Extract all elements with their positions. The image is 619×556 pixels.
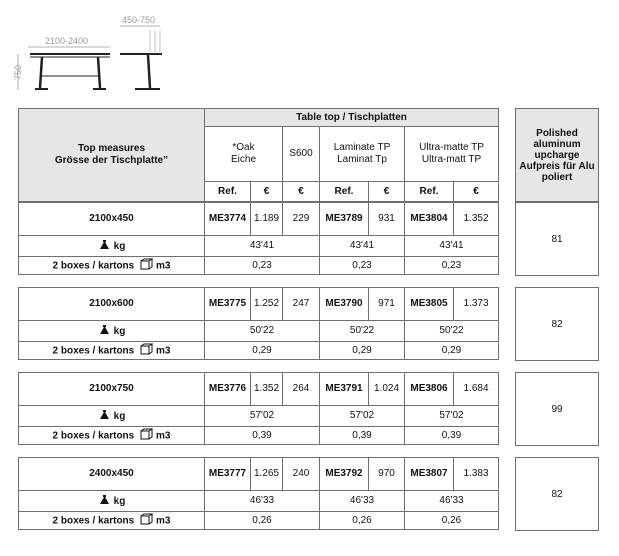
oak-price: 1.252	[251, 288, 283, 321]
laminate-price: 970	[369, 458, 405, 491]
oak-weight: 57'02	[205, 406, 320, 427]
s600-price: 240	[283, 458, 320, 491]
oak-volume: 0,39	[205, 427, 320, 445]
size-label: 2400x450	[19, 458, 205, 491]
laminate-volume: 0,39	[320, 427, 405, 445]
laminate-ref: ME3792	[320, 458, 369, 491]
size-block-table	[18, 372, 499, 445]
box-icon	[140, 513, 153, 529]
oak-ref: ME3774	[205, 203, 251, 236]
table-dimension-drawing	[0, 0, 200, 100]
euro-header: €	[454, 182, 499, 202]
finish-oak-header: *Oak Eiche	[205, 127, 283, 182]
ultra-matte-volume: 0,26	[405, 512, 499, 530]
depth-dimension-label: 450-750	[122, 15, 156, 25]
weight-icon	[98, 239, 111, 254]
size-label: 2100x450	[19, 203, 205, 236]
weight-icon	[98, 494, 111, 509]
laminate-weight: 43'41	[320, 236, 405, 257]
ref-header: Ref.	[320, 182, 369, 202]
weight-row-label: kg	[19, 236, 205, 257]
size-block-table	[18, 202, 499, 275]
size-label: 2100x750	[19, 373, 205, 406]
euro-header: €	[251, 182, 283, 202]
ref-header: Ref.	[205, 182, 251, 202]
ultra-matte-price: 1.383	[454, 458, 499, 491]
volume-row-label: 2 boxes / kartons m3	[19, 427, 205, 445]
laminate-ref: ME3790	[320, 288, 369, 321]
table-side-view	[120, 15, 162, 89]
volume-row-label: 2 boxes / kartons m3	[19, 257, 205, 275]
top-measures-header: Top measures Grösse der Tischplatte”	[19, 109, 205, 202]
width-dimension-label: 2100-2400	[45, 36, 89, 46]
ultra-matte-volume: 0,23	[405, 257, 499, 275]
ref-header: Ref.	[405, 182, 454, 202]
volume-row-label: 2 boxes / kartons m3	[19, 512, 205, 530]
box-icon	[140, 428, 153, 444]
alu-upcharge-header: Polished aluminum upcharge Aufpreis für Alu poliert	[515, 108, 599, 202]
finish-laminate-header: Laminate TP Laminat Tp	[320, 127, 405, 182]
laminate-weight: 46'33	[320, 491, 405, 512]
laminate-volume: 0,26	[320, 512, 405, 530]
ultra-matte-volume: 0,39	[405, 427, 499, 445]
table-front-view	[13, 36, 110, 90]
euro-header: €	[283, 182, 320, 202]
ultra-matte-price: 1.352	[454, 203, 499, 236]
weight-row-label: kg	[19, 406, 205, 427]
oak-volume: 0,23	[205, 257, 320, 275]
ultra-matte-price: 1.373	[454, 288, 499, 321]
laminate-price: 931	[369, 203, 405, 236]
size-block-table	[18, 457, 499, 530]
oak-price: 1.189	[251, 203, 283, 236]
oak-weight: 46'33	[205, 491, 320, 512]
size-block-table	[18, 287, 499, 360]
ultra-matte-price: 1.684	[454, 373, 499, 406]
finish-s600-header: S600	[283, 127, 320, 182]
ultra-matte-weight: 50'22	[405, 321, 499, 342]
laminate-price: 1.024	[369, 373, 405, 406]
finish-ultra-matte-header: Ultra-matte TP Ultra-matt TP	[405, 127, 499, 182]
oak-ref: ME3776	[205, 373, 251, 406]
ultra-matte-weight: 46'33	[405, 491, 499, 512]
s600-price: 229	[283, 203, 320, 236]
laminate-volume: 0,29	[320, 342, 405, 360]
box-icon	[140, 343, 153, 359]
weight-icon	[98, 409, 111, 424]
laminate-volume: 0,23	[320, 257, 405, 275]
ultra-matte-ref: ME3805	[405, 288, 454, 321]
ultra-matte-weight: 43'41	[405, 236, 499, 257]
oak-weight: 43'41	[205, 236, 320, 257]
s600-price: 264	[283, 373, 320, 406]
euro-header: €	[369, 182, 405, 202]
oak-ref: ME3777	[205, 458, 251, 491]
alu-upcharge-value: 99	[515, 372, 599, 446]
table-top-header: Table top / Tischplatten	[205, 109, 499, 127]
oak-volume: 0,26	[205, 512, 320, 530]
oak-weight: 50'22	[205, 321, 320, 342]
ultra-matte-ref: ME3807	[405, 458, 454, 491]
height-dimension-label: 750	[13, 64, 23, 80]
laminate-weight: 50'22	[320, 321, 405, 342]
laminate-ref: ME3791	[320, 373, 369, 406]
header-table	[18, 108, 499, 202]
ultra-matte-weight: 57'02	[405, 406, 499, 427]
alu-upcharge-value: 82	[515, 457, 599, 531]
ultra-matte-volume: 0,29	[405, 342, 499, 360]
alu-upcharge-value: 81	[515, 202, 599, 276]
oak-volume: 0,29	[205, 342, 320, 360]
volume-row-label: 2 boxes / kartons m3	[19, 342, 205, 360]
ultra-matte-ref: ME3806	[405, 373, 454, 406]
alu-upcharge-value: 82	[515, 287, 599, 361]
weight-row-label: kg	[19, 321, 205, 342]
s600-price: 247	[283, 288, 320, 321]
weight-icon	[98, 324, 111, 339]
oak-price: 1.352	[251, 373, 283, 406]
laminate-price: 971	[369, 288, 405, 321]
ultra-matte-ref: ME3804	[405, 203, 454, 236]
weight-row-label: kg	[19, 491, 205, 512]
oak-price: 1.265	[251, 458, 283, 491]
oak-ref: ME3775	[205, 288, 251, 321]
laminate-weight: 57'02	[320, 406, 405, 427]
laminate-ref: ME3789	[320, 203, 369, 236]
box-icon	[140, 258, 153, 274]
size-label: 2100x600	[19, 288, 205, 321]
